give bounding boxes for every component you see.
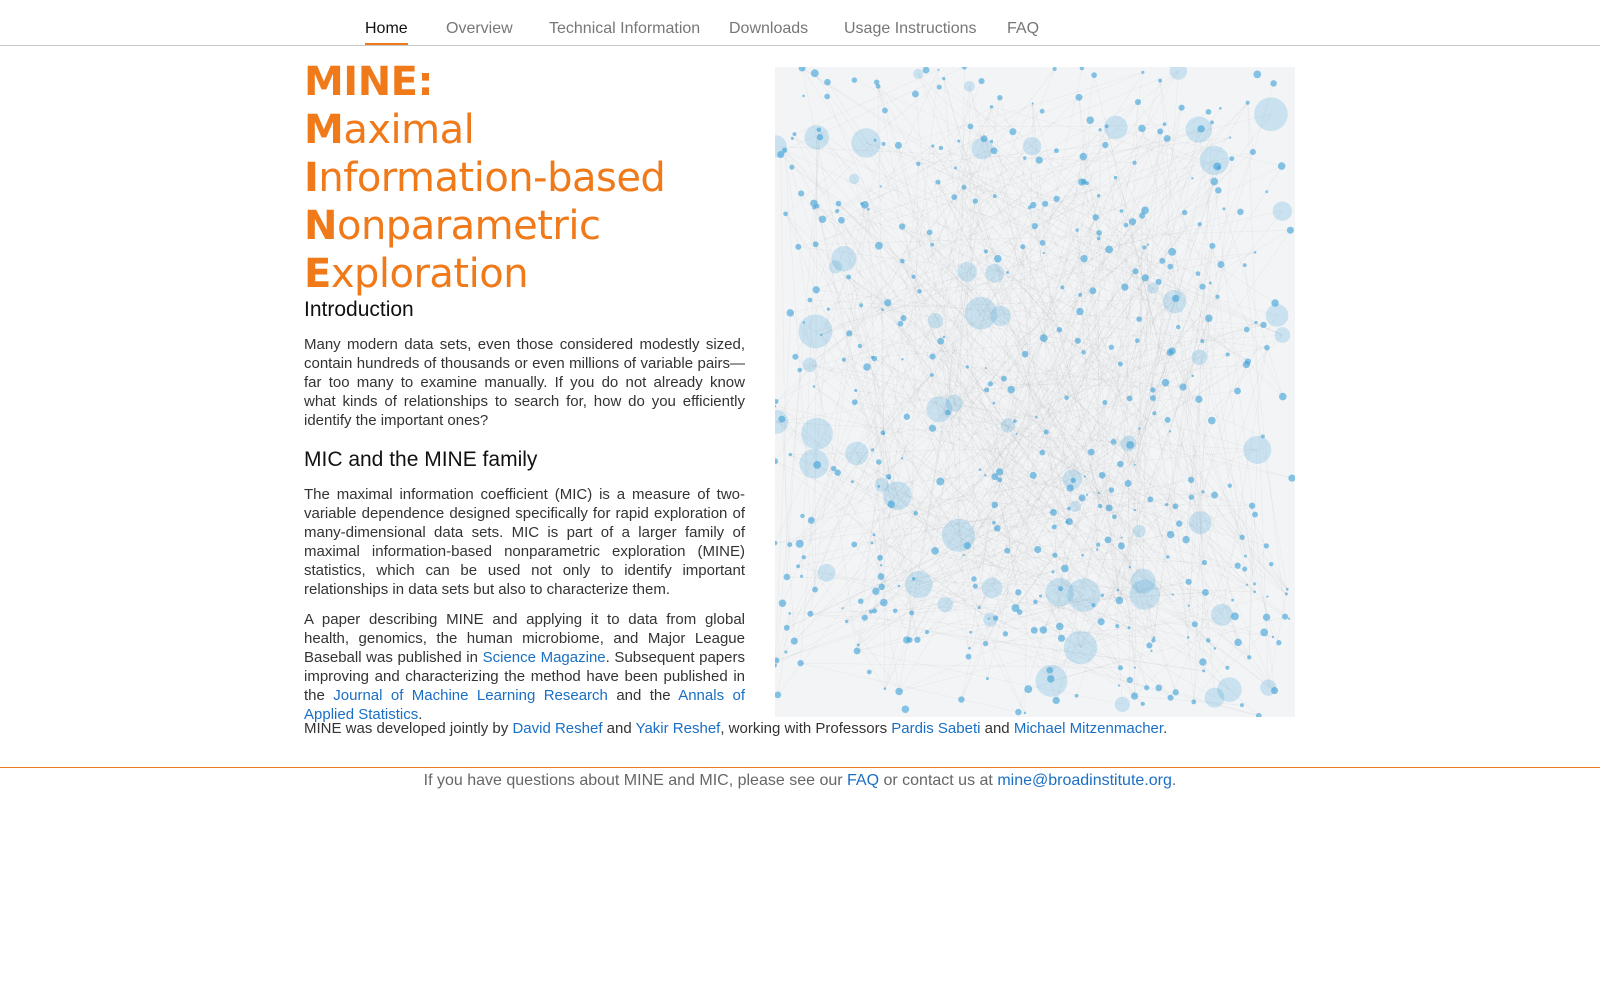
credits-text: and [602,720,636,737]
footer-divider [0,767,1600,768]
footer [0,771,1600,791]
nav-usage-instructions[interactable]: Usage Instructions [844,20,977,37]
title-initial: I [304,155,319,201]
credits-text: MINE was developed jointly by [304,720,513,737]
credits-text: . [1163,720,1168,737]
papers-text: A paper describing MINE and applying it to data from global health, genomics, the human microbiome, and Major League Baseball was published in [304,611,745,666]
credits-line [304,719,1284,738]
nav-technical-information[interactable]: Technical Information [549,20,701,37]
nav-faq[interactable]: FAQ [1007,20,1040,37]
title-word: xploration [330,251,529,297]
main-content [304,298,745,735]
nav-downloads[interactable]: Downloads [729,20,809,37]
mic-paragraph: The maximal information coefficient (MIC) is a measure of two-variable dependence designed specifically for rapid exploration of many-dimensional data sets. MIC is part of a larger family of maximal information-based nonparametric exploration (MINE) statistics, which can be used not only to identify important relationships in data sets but also to characterize them. [304,486,745,598]
papers-text: and the [607,687,679,704]
papers-paragraph [304,610,745,724]
title-line-maximal [304,106,744,154]
david-reshef-link[interactable]: David Reshef [512,720,603,737]
title-word: onparametric [336,203,601,249]
michael-mitzenmacher-link[interactable]: Michael Mitzenmacher [1013,720,1164,737]
intro-paragraph: Many modern data sets, even those considered modestly sized, contain hundreds of thousands or even millions of variable pairs—far too many to examine manually. If you do not already know what kinds of relationships to search for, how do you efficiently identify the important ones? [304,336,745,429]
footer-text: If you have questions about MINE and MIC, please see our [423,772,848,789]
title-initial: M [304,107,344,153]
title-line-information [304,154,744,202]
page-title [304,58,744,298]
jmlr-link[interactable]: Journal of Machine Learning Research [333,687,608,704]
title-word: aximal [343,107,475,153]
title-line-nonparametric [304,202,744,250]
credits-text: , working with Professors [720,720,892,737]
pardis-sabeti-link[interactable]: Pardis Sabeti [891,720,981,737]
contact-email-link[interactable]: mine@broadinstitute.org [997,772,1172,789]
intro-heading: Introduction [304,298,414,321]
footer-faq-link[interactable]: FAQ [847,772,880,789]
yakir-reshef-link[interactable]: Yakir Reshef [635,720,721,737]
title-initial: N [304,203,337,249]
annals-applied-statistics-link[interactable]: Annals of Applied Statistics [304,687,745,723]
credits-text: and [980,720,1014,737]
footer-text: . [1171,772,1177,789]
network-visualization-image [775,67,1295,717]
nav-overview[interactable]: Overview [446,20,513,37]
science-magazine-link[interactable]: Science Magazine [482,649,606,666]
title-heading: MINE: [304,59,433,105]
footer-text: or contact us at [879,772,998,789]
network-graph-illustration [775,67,1295,717]
top-navigation [0,0,1600,46]
papers-text: . [418,706,423,723]
nav-home[interactable]: Home [365,20,408,45]
mic-heading: MIC and the MINE family [304,448,538,471]
title-line-exploration [304,250,744,298]
title-word: nformation-based [318,155,666,201]
title-initial: E [304,251,331,297]
papers-text: . Subsequent papers improving and characterizing the method have been published in the [304,649,745,704]
